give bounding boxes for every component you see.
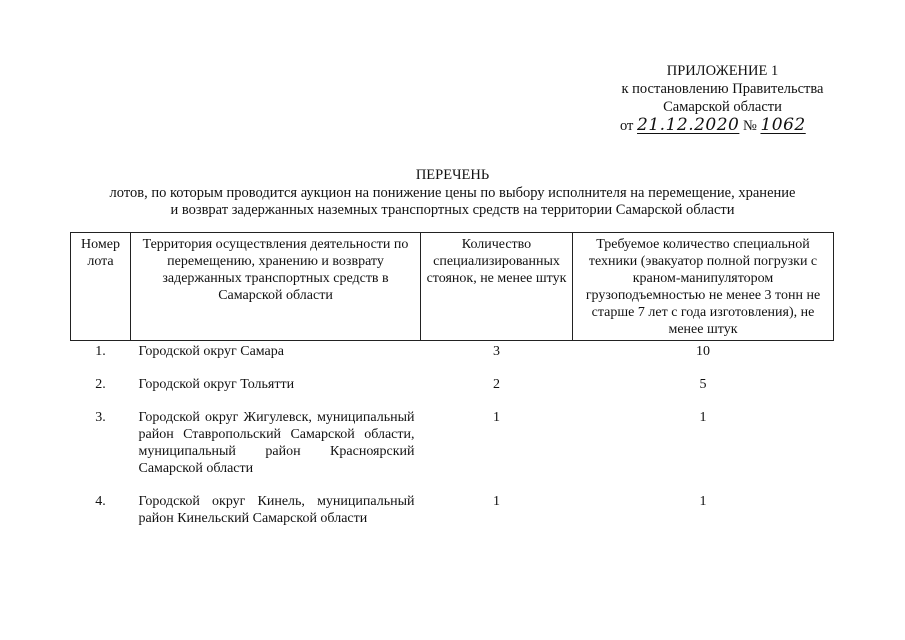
row-lot-number: 1.: [95, 344, 106, 359]
row-vehicles: 10: [696, 344, 710, 359]
row-vehicles: 1: [699, 410, 707, 425]
row-territory: Городской округ Кинель, муниципальный район Кинельский Самарской области: [138, 494, 415, 526]
header-territory: Территория осуществления деятельности по перемещению, хранению и возврату задержанных транспортных средств в Самарской области: [131, 233, 421, 341]
row-lot-number: 3.: [95, 410, 106, 425]
header-parkings: Количество специализированных стоянок, не менее штук: [421, 233, 573, 341]
appendix-block: [600, 62, 845, 135]
document-subtitle-line-2: и возврат задержанных наземных транспортных средств на территории Самарской области: [170, 202, 735, 218]
document-subtitle-line-1: лотов, по которым проводится аукцион на понижение цены по выбору исполнителя на перемещение, хранение: [109, 185, 796, 201]
appendix-line-2: Самарской области: [663, 99, 782, 115]
row-vehicles: 5: [699, 377, 707, 392]
row-territory: Городской округ Самара: [138, 344, 284, 359]
row-territory: Городской округ Тольятти: [138, 377, 295, 392]
appendix-line-1: к постановлению Правительства: [621, 81, 824, 97]
header-lot-number: Номер лота: [71, 233, 131, 341]
row-lot-number: 4.: [95, 494, 106, 509]
handwritten-number: 1062: [760, 115, 806, 135]
appendix-title: ПРИЛОЖЕНИЕ 1: [666, 63, 779, 79]
row-parkings: 2: [493, 377, 500, 392]
table-row: [71, 493, 834, 527]
document-title: ПЕРЕЧЕНЬ: [415, 167, 490, 183]
table-row: [71, 341, 834, 377]
handwritten-date: 21.12.2020: [637, 115, 740, 135]
table-row: [71, 376, 834, 409]
number-prefix: №: [743, 118, 757, 134]
lots-table: [70, 232, 834, 527]
row-territory: Городской округ Жигулевск, муниципальный район Ставропольский Самарской области, муниципальный район Красноярский Самарской области: [138, 410, 415, 476]
row-lot-number: 2.: [95, 377, 106, 392]
row-parkings: 1: [493, 494, 500, 509]
row-vehicles: 1: [699, 494, 707, 509]
row-parkings: 3: [493, 344, 500, 359]
header-vehicles: Требуемое количество специальной техники (эвакуатор полной погрузки с краном-манипулятором грузоподъемностью не менее 3 тонн не старше 7 лет с года изготовления), не менее штук: [573, 233, 834, 341]
row-parkings: 1: [493, 410, 500, 425]
table-row: [71, 409, 834, 493]
appendix-date-row: [600, 116, 845, 135]
table-header-row: [71, 233, 834, 341]
date-prefix: от: [620, 118, 634, 134]
